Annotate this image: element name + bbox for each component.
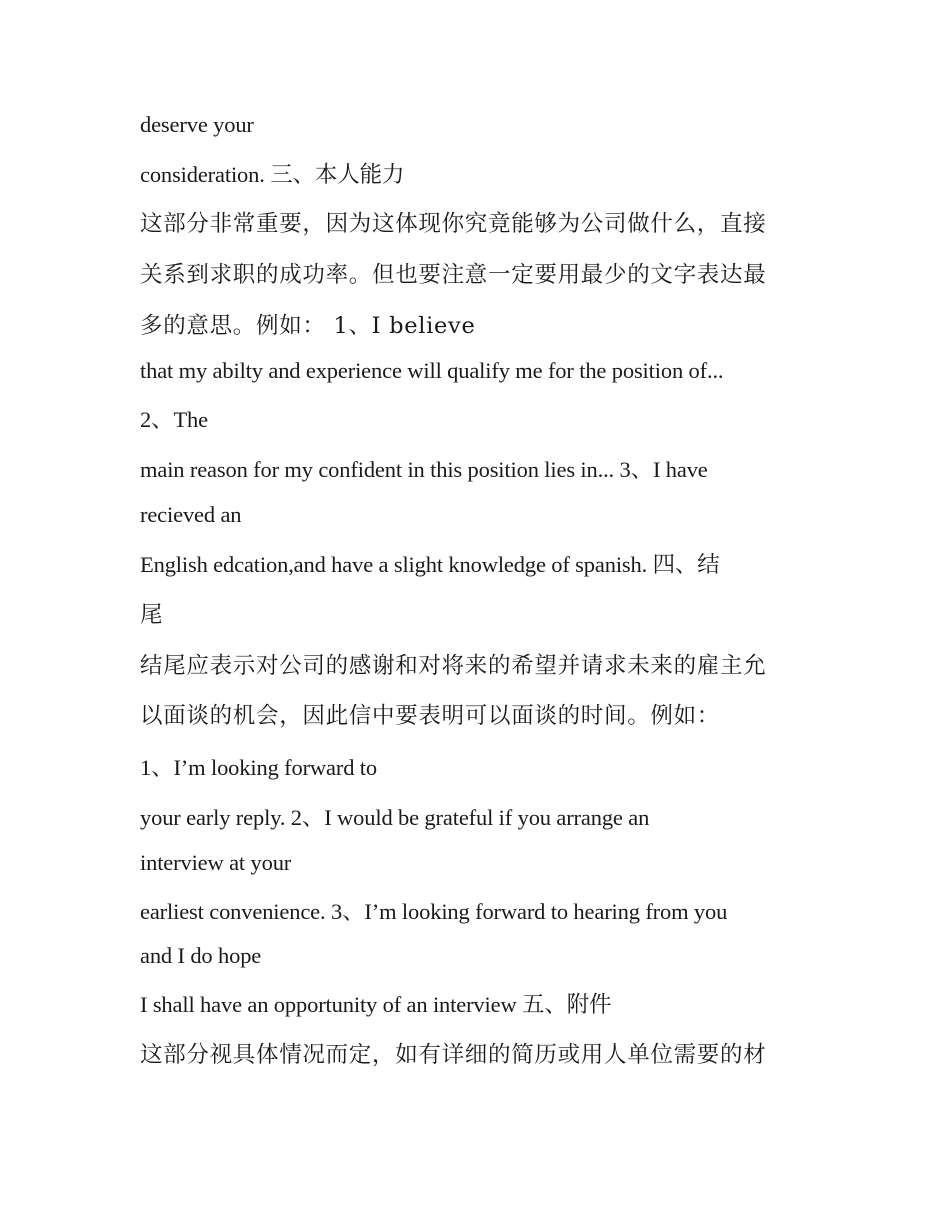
text-line: 1、I’m looking forward to [140,755,377,780]
text-line: main reason for my confident in this position lies in... 3、I have [140,457,708,482]
text-line: 2、The [140,407,208,432]
text-line: recieved an [140,502,242,527]
text-line: 多的意思。例如： 1、I believe [140,313,476,339]
text-line: consideration. 三、本人能力 [140,162,405,187]
text-line: 这部分非常重要，因为这体现你究竟能够为公司做什么，直接 [140,211,767,237]
text-line: 结尾应表示对公司的感谢和对将来的希望并请求未来的雇主允 [140,653,767,679]
text-line: 这部分视具体情况而定，如有详细的简历或用人单位需要的材 [140,1042,767,1068]
text-line: I shall have an opportunity of an interview 五、附件 [140,992,612,1017]
text-line: that my abilty and experience will qualify me for the position of... [140,358,724,383]
text-line: 关系到求职的成功率。但也要注意一定要用最少的文字表达最 [140,262,767,288]
text-line: 以面谈的机会，因此信中要表明可以面谈的时间。例如： [140,703,721,729]
text-line: interview at your [140,850,292,875]
text-line: earliest convenience. 3、I’m looking forward to hearing from you [140,899,728,924]
text-line: 尾 [140,602,164,628]
text-line: deserve your [140,112,254,137]
text-line: and I do hope [140,943,262,968]
text-line: your early reply. 2、I would be grateful if you arrange an [140,805,650,830]
text-line: English edcation,and have a slight knowledge of spanish. 四、结 [140,552,720,577]
